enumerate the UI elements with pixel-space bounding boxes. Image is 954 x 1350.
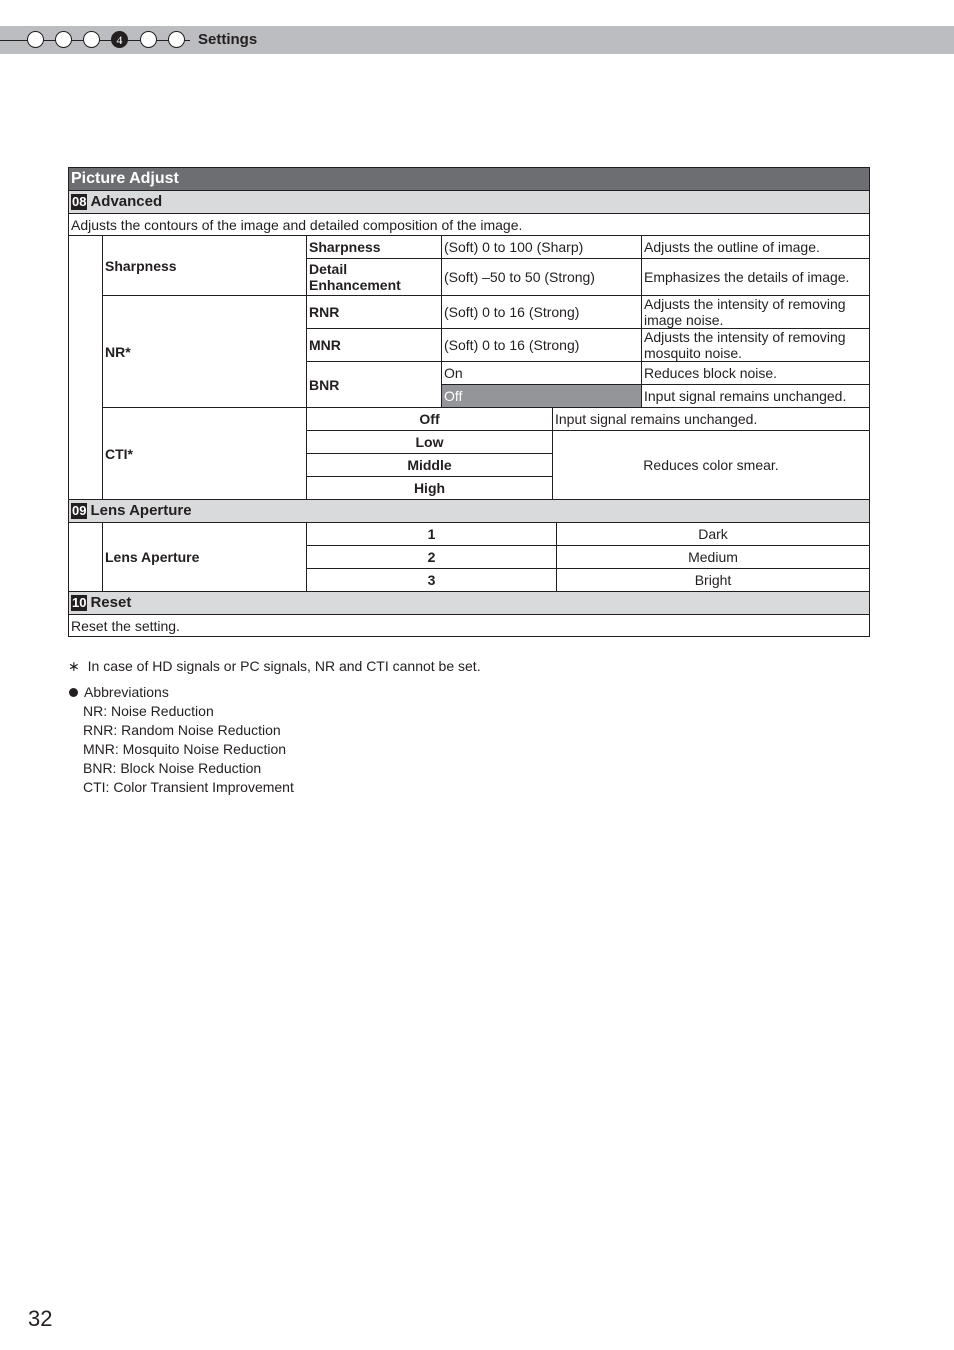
list-item: BNR: Block Noise Reduction	[83, 760, 262, 776]
setting-value: 1	[307, 523, 557, 546]
setting-name: Sharpness	[307, 236, 442, 259]
advanced-description: Adjusts the contours of the image and detailed composition of the image.	[69, 214, 870, 236]
setting-value: 2	[307, 546, 557, 569]
setting-description: Adjusts the intensity of removing image noise.	[642, 296, 870, 329]
group-label-cti: CTI*	[103, 408, 307, 500]
setting-description: Medium	[557, 546, 870, 569]
table-title: Picture Adjust	[69, 168, 870, 191]
step-indicator-3	[83, 31, 100, 48]
setting-value: Low	[307, 431, 553, 454]
list-item: CTI: Color Transient Improvement	[83, 779, 294, 795]
section-heading-reset	[69, 592, 870, 615]
section-label: Advanced	[90, 193, 163, 210]
list-item: NR: Noise Reduction	[83, 703, 214, 719]
setting-value-default: Off	[442, 385, 642, 408]
table-row	[69, 236, 870, 259]
page-number: 32	[28, 1306, 53, 1331]
item-number-badge: 09	[72, 503, 87, 518]
table-title-row	[69, 168, 870, 191]
setting-description: Input signal remains unchanged.	[642, 385, 870, 408]
setting-value: Off	[307, 408, 553, 431]
setting-description: Dark	[557, 523, 870, 546]
reset-description: Reset the setting.	[69, 615, 870, 637]
bullet-icon	[69, 688, 78, 697]
footnote	[68, 658, 481, 674]
step-indicator-5	[140, 31, 157, 48]
table-row	[69, 408, 870, 431]
step-indicator-6	[168, 31, 185, 48]
indent-cell	[69, 523, 103, 592]
indent-cell	[69, 236, 103, 500]
setting-description: Adjusts the outline of image.	[642, 236, 870, 259]
setting-name: RNR	[307, 296, 442, 329]
section-row-lens-aperture	[69, 500, 870, 523]
section-title: Settings	[198, 31, 258, 48]
step-indicator-1	[27, 31, 44, 48]
setting-value: Middle	[307, 454, 553, 477]
setting-value: On	[442, 362, 642, 385]
setting-description: Bright	[557, 569, 870, 592]
step-indicator-4-active: 4	[111, 31, 128, 48]
list-item: MNR: Mosquito Noise Reduction	[83, 741, 287, 757]
setting-description: Adjusts the intensity of removing mosquito noise.	[642, 329, 870, 362]
group-label-nr: NR*	[103, 296, 307, 408]
section-heading-lens-aperture	[69, 500, 870, 523]
section-heading-advanced	[69, 191, 870, 214]
setting-name: Detail Enhancement	[307, 259, 442, 296]
setting-value: High	[307, 477, 553, 500]
advanced-description-row	[69, 214, 870, 236]
setting-range: (Soft) 0 to 16 (Strong)	[442, 329, 642, 362]
group-label-sharpness: Sharpness	[103, 236, 307, 296]
setting-value: 3	[307, 569, 557, 592]
setting-range: (Soft) 0 to 16 (Strong)	[442, 296, 642, 329]
setting-range: (Soft) –50 to 50 (Strong)	[442, 259, 642, 296]
abbreviations-heading: Abbreviations	[84, 684, 169, 700]
setting-range: (Soft) 0 to 100 (Sharp)	[442, 236, 642, 259]
list-item: RNR: Random Noise Reduction	[83, 722, 281, 738]
setting-description: Reduces block noise.	[642, 362, 870, 385]
setting-description: Input signal remains unchanged.	[553, 408, 870, 431]
setting-name: BNR	[307, 362, 442, 408]
item-number-badge: 10	[72, 595, 87, 610]
abbreviations-block	[68, 683, 294, 797]
table-row	[69, 523, 870, 546]
group-label-lens-aperture: Lens Aperture	[103, 523, 307, 592]
asterisk-mark: ∗	[68, 658, 80, 674]
table-row	[69, 296, 870, 329]
item-number-badge: 08	[72, 194, 87, 209]
setting-description: Emphasizes the details of image.	[642, 259, 870, 296]
setting-name: MNR	[307, 329, 442, 362]
footnote-text: In case of HD signals or PC signals, NR and CTI cannot be set.	[87, 658, 481, 674]
section-label: Lens Aperture	[90, 502, 192, 519]
picture-adjust-table	[68, 167, 870, 637]
reset-description-row	[69, 615, 870, 637]
step-indicator-2	[55, 31, 72, 48]
setting-description: Reduces color smear.	[553, 431, 870, 500]
section-label: Reset	[90, 594, 132, 611]
section-row-reset	[69, 592, 870, 615]
section-row-advanced	[69, 191, 870, 214]
